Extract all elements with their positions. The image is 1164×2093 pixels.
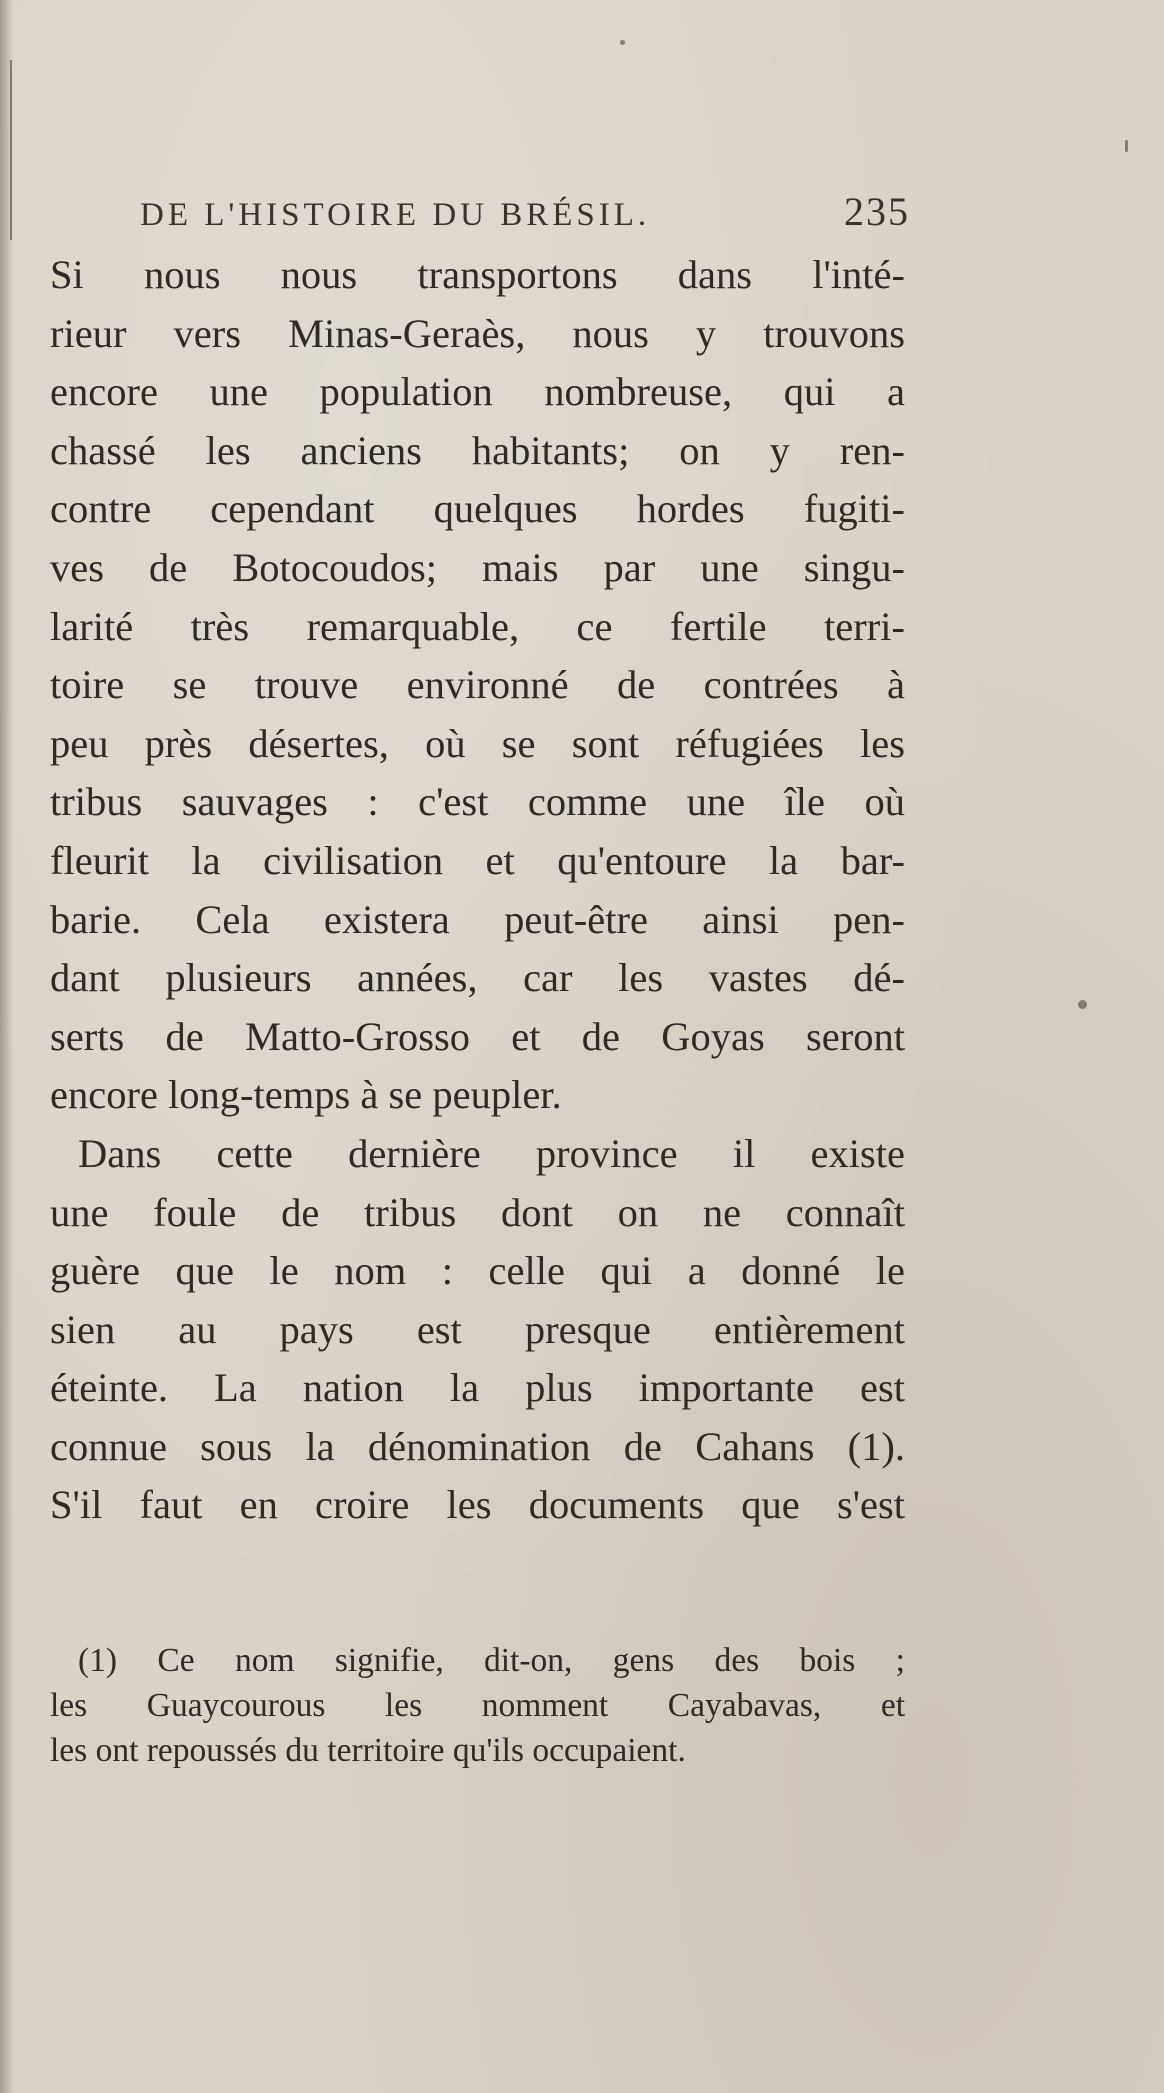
text-line: barie. Cela existera peut-être ainsi pen-: [50, 896, 905, 942]
text-line: larité très remarquable, ce fertile terri-: [50, 603, 905, 649]
footnote-line: (1) Ce nom signifie, dit-on, gens des bois ;: [78, 1642, 905, 1679]
text-line: fleurit la civilisation et qu'entoure la bar-: [50, 837, 905, 883]
text-line: chassé les anciens habitants; on y ren-: [50, 427, 905, 473]
text-line: une foule de tribus dont on ne connaît: [50, 1189, 905, 1235]
text-line: ves de Botocoudos; mais par une singu-: [50, 544, 905, 590]
page-number: 235: [844, 189, 910, 234]
text-line: contre cependant quelques hordes fugiti-: [50, 486, 905, 532]
text-line: sien au pays est presque entièrement: [50, 1306, 905, 1352]
footnote-line: les Guaycourous les nomment Cayabavas, et: [50, 1687, 905, 1724]
text-line: éteinte. La nation la plus importante est: [50, 1365, 905, 1411]
text-line: encore une population nombreuse, qui a: [50, 369, 905, 415]
text-line: dant plusieurs années, car les vastes dé-: [50, 955, 905, 1001]
footnotes: [50, 1638, 905, 1773]
text-line: S'il faut en croire les documents que s'est: [50, 1482, 905, 1528]
text-line: guère que le nom : celle qui a donné le: [50, 1248, 905, 1294]
text-line: rieur vers Minas-Geraès, nous y trouvons: [50, 310, 905, 356]
page-gutter-shadow: [0, 0, 14, 2093]
running-head: [140, 188, 910, 244]
footnote-line: les ont repoussés du territoire qu'ils occupaient.: [50, 1732, 686, 1769]
text-line: Si nous nous transportons dans l'inté-: [50, 252, 905, 297]
paper-speck: [1078, 1000, 1087, 1009]
text-line: tribus sauvages : c'est comme une île où: [50, 779, 905, 825]
text-line: connue sous la dénomination de Cahans (1).: [50, 1423, 905, 1469]
paper-speck: [620, 40, 625, 45]
text-line: serts de Matto-Grosso et de Goyas seront: [50, 1013, 905, 1059]
text-line: Dans cette dernière province il existe: [78, 1130, 905, 1176]
text-line: peu près désertes, où se sont réfugiées les: [50, 720, 905, 766]
page-edge-line: [10, 60, 12, 240]
text-line: encore long-temps à se peupler.: [50, 1072, 562, 1118]
running-title: DE L'HISTOIRE DU BRÉSIL.: [140, 197, 651, 233]
text-line: toire se trouve environné de contrées à: [50, 662, 905, 708]
body-text: [50, 246, 905, 1535]
paper-speck: [1125, 140, 1128, 152]
